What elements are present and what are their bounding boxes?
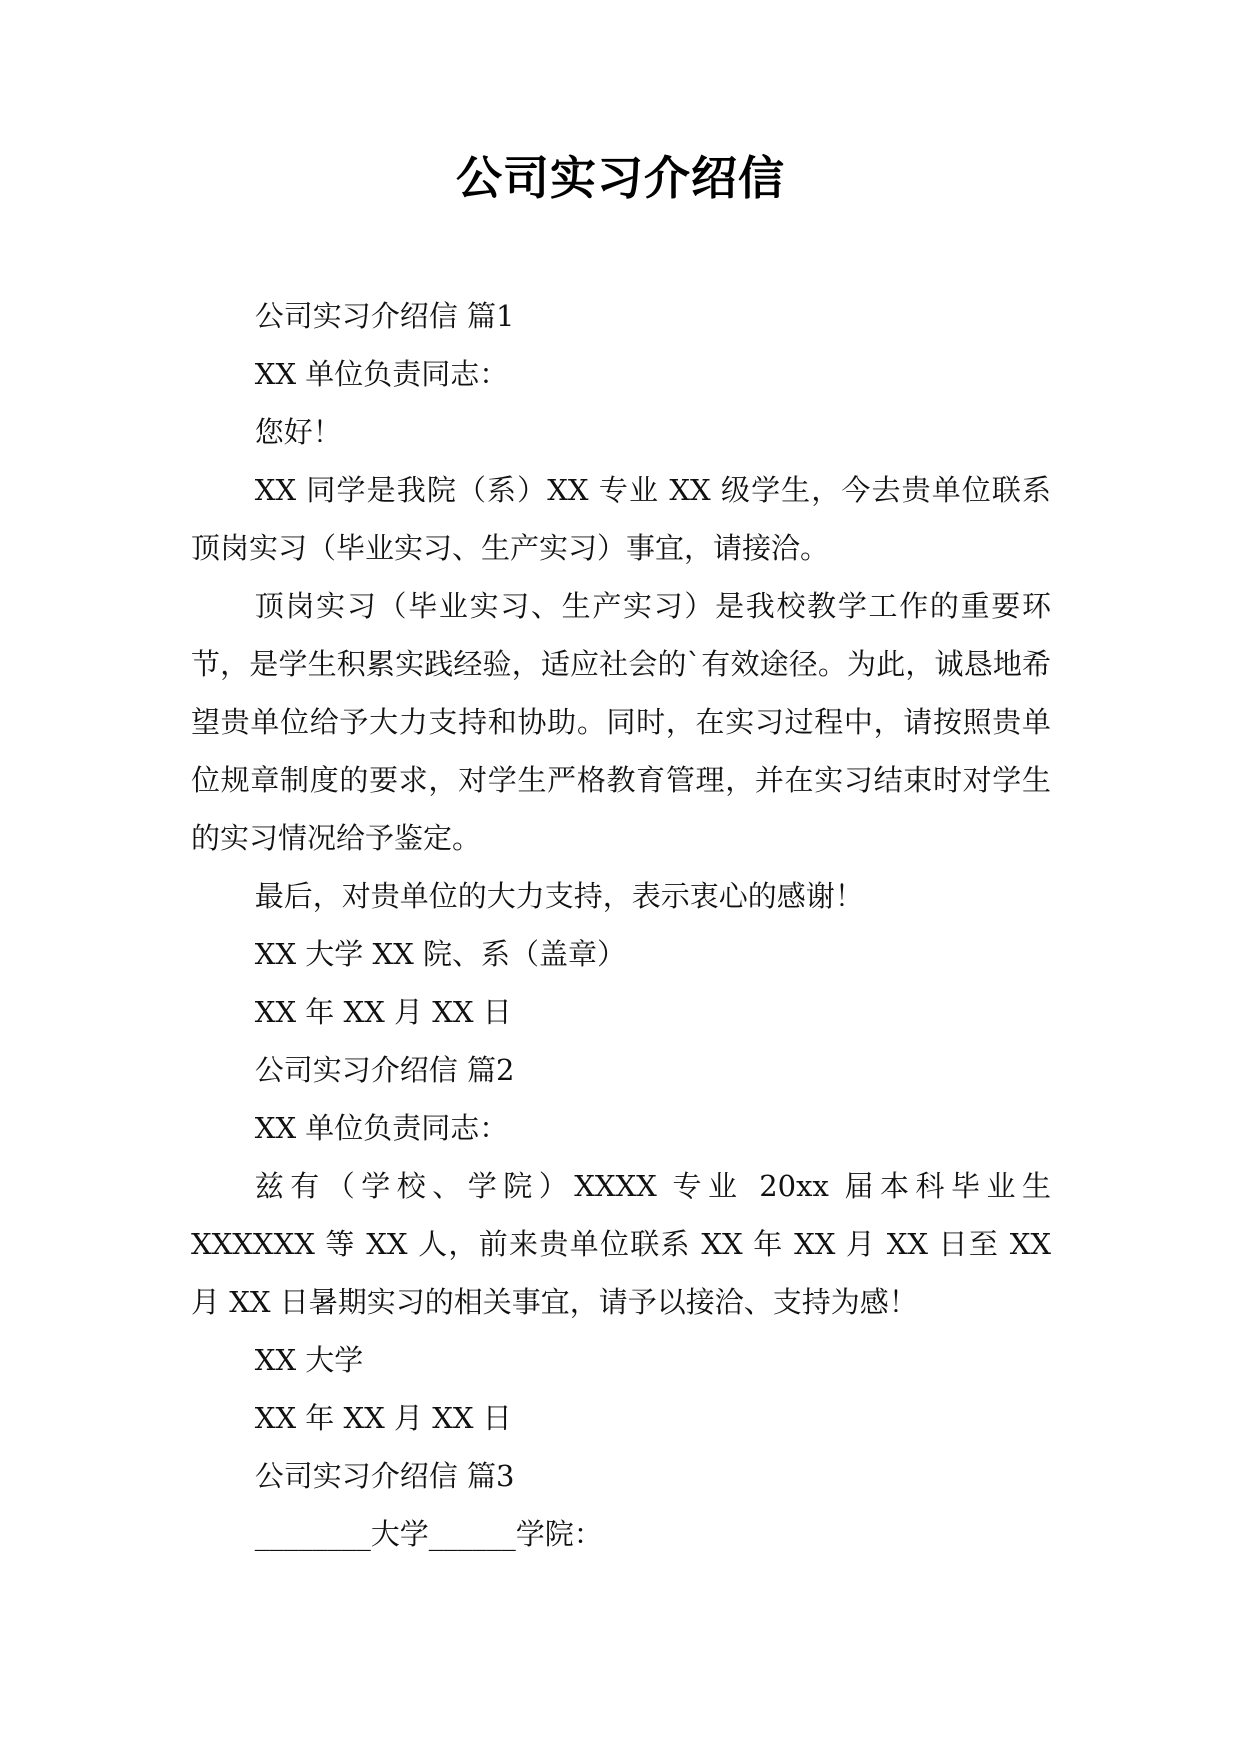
date-line: XX 年 XX 月 XX 日 xyxy=(254,995,512,1029)
section-heading-1: 公司实习介绍信 篇1 xyxy=(254,299,515,333)
greeting: 您好！ xyxy=(254,415,342,449)
document-title: 公司实习介绍信 xyxy=(456,151,785,205)
salutation: XX 单位负责同志： xyxy=(254,1111,509,1145)
document-body xyxy=(191,287,1051,1563)
section-heading-3: 公司实习介绍信 篇3 xyxy=(254,1459,515,1493)
body-paragraph: 顶岗实习（毕业实习、生产实习）是我校教学工作的重要环节，是学生积累实践经验，适应社会的`有效途径。为此，诚恳地希望贵单位给予大力支持和协助。同时，在实习过程中，请按照贵单位规章制度的要求，对学生严格教育管理，并在实习结束时对学生的实习情况给予鉴定。 xyxy=(191,589,1051,855)
section-heading-2: 公司实习介绍信 篇2 xyxy=(254,1053,515,1087)
closing-paragraph: 最后，对贵单位的大力支持，表示衷心的感谢！ xyxy=(254,879,864,913)
date-line: XX 年 XX 月 XX 日 xyxy=(254,1401,512,1435)
salutation: XX 单位负责同志： xyxy=(254,357,509,391)
body-paragraph: 兹有（学校、学院）XXXX 专业 20xx 届本科毕业生 XXXXXX 等 XX 人，前来贵单位联系 XX 年 XX 月 XX 日至 XX 月 XX 日暑期实习的相关事宜，请予以接洽、支持为感！ xyxy=(191,1169,1051,1319)
salutation: ________大学______学院： xyxy=(254,1517,603,1551)
body-paragraph: XX 同学是我院（系）XX 专业 XX 级学生，今去贵单位联系顶岗实习（毕业实习、生产实习）事宜，请接洽。 xyxy=(191,473,1051,565)
signature-line: XX 大学 xyxy=(254,1343,364,1377)
signature-line: XX 大学 XX 院、系（盖章） xyxy=(254,937,627,971)
